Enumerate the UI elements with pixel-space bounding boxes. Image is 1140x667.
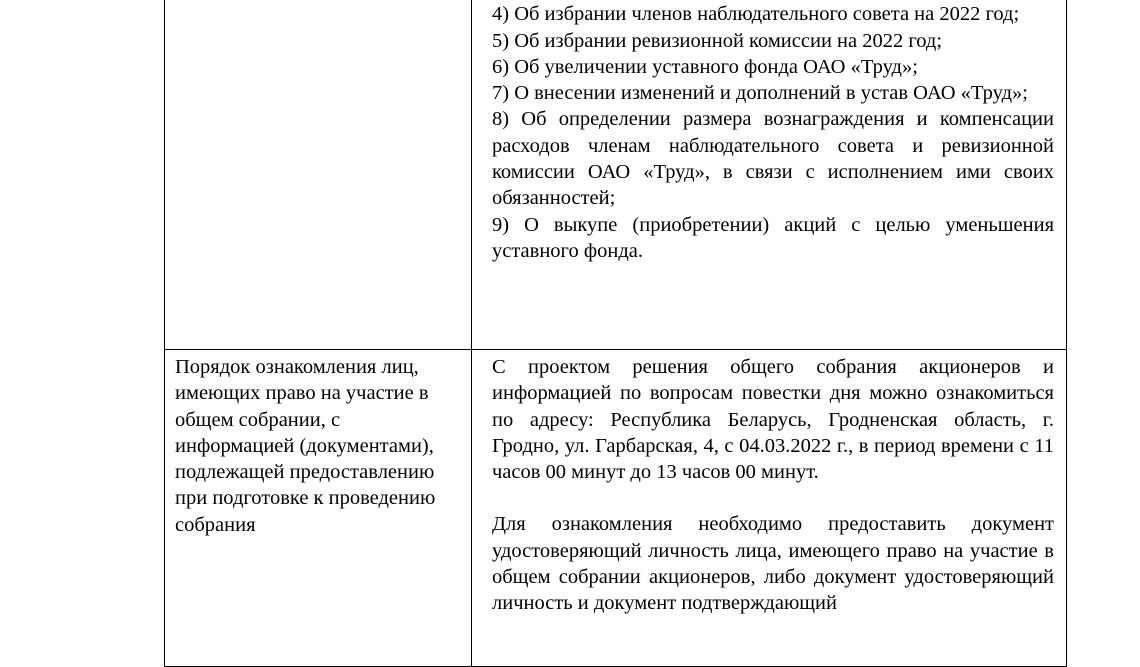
review-procedure-paragraph-1: С проектом решения общего собрания акционеров и информацией по вопросам повестки дня можно ознакомиться по адресу: Республика Беларусь, Гродненская область, г. Гродно, ул. Гарбарская, 4, с 04.03.2022 г., в период времени с 11 часов 00 минут до 13 часов 00 минут.	[492, 356, 1054, 484]
agenda-item-5: 5) Об избрании ревизионной комиссии на 2022 год;	[492, 29, 943, 52]
agenda-items-cell	[472, 0, 1067, 350]
agenda-item-6: 6) Об увеличении уставного фонда ОАО «Труд»;	[492, 55, 918, 78]
review-procedure-paragraph-2: Для ознакомления необходимо предоставить документ удостоверяющий личность лица, имеющего право на участие в общем собрании акционеров, либо документ удостоверяющий личность и документ подтверждающий	[492, 513, 1054, 615]
document-table	[164, 0, 1067, 667]
agenda-item-9: 9) О выкупе (приобретении) акций с целью уменьшения уставного фонда.	[492, 213, 1054, 262]
table-row-agenda	[165, 0, 1067, 350]
agenda-item-7: 7) О внесении изменений и дополнений в устав ОАО «Труд»;	[492, 82, 1028, 105]
agenda-item-4: 4) Об избрании членов наблюдательного совета на 2022 год;	[492, 3, 1020, 26]
agenda-item-8: 8) Об определении размера вознаграждения и компенсации расходов членам наблюдательного совета и ревизионной комиссии ОАО «Труд», в связи с исполнением ими своих обязанностей;	[492, 108, 1054, 210]
review-procedure-text-cell	[472, 350, 1067, 667]
agenda-label-cell	[165, 0, 472, 350]
review-procedure-label: Порядок ознакомления лиц, имеющих право на участие в общем собрании, с информацией (документами), подлежащей предоставлению при подготовке к проведению собрания	[165, 350, 472, 667]
table-row-review-procedure	[165, 350, 1067, 667]
